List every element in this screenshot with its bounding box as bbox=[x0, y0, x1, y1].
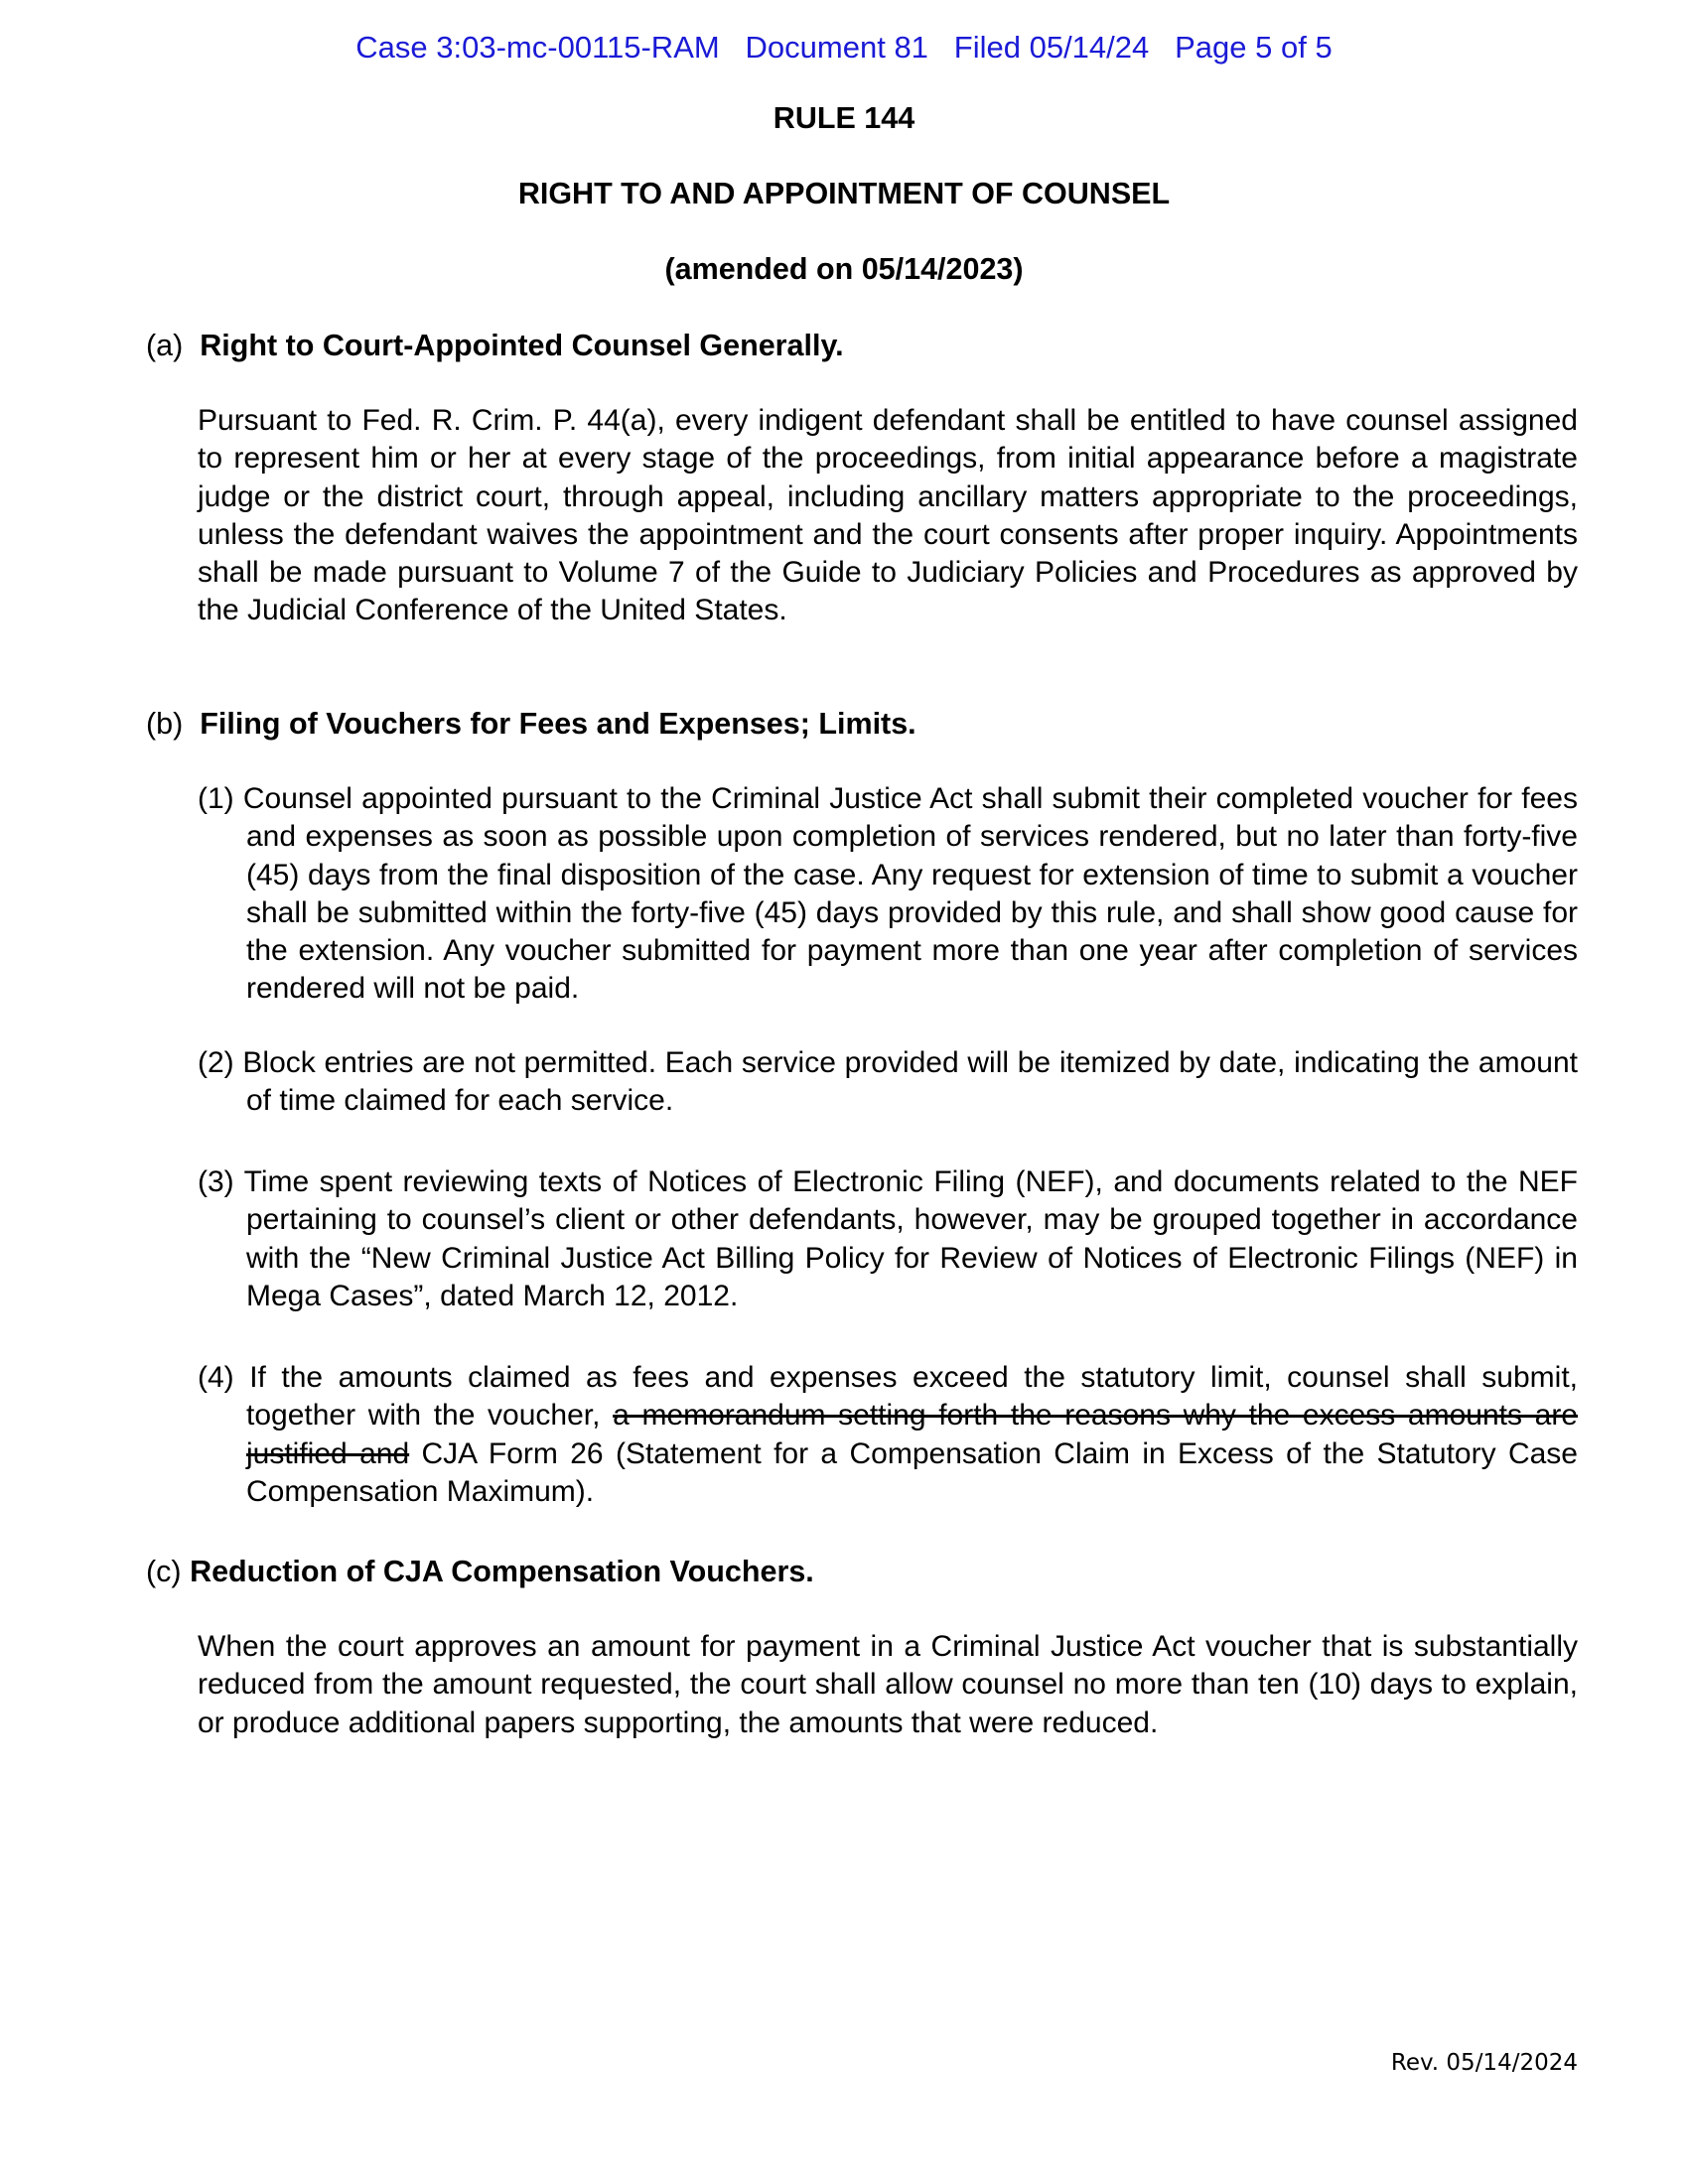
item-number: (1) bbox=[198, 782, 234, 815]
item-text-before: If the amounts claimed as fees and expenses exceed the statutory limit, counsel shall submit, together with the voucher, bbox=[246, 1361, 1578, 1433]
struck-text: a memorandum setting forth the reasons why the excess amounts are justified and bbox=[246, 1399, 1578, 1470]
item-text: Block entries are not permitted. Each service provided will be itemized by date, indicating the amount of time claimed for each service. bbox=[242, 1046, 1578, 1118]
section-c-heading bbox=[146, 1555, 814, 1589]
section-c-label: (c) bbox=[146, 1555, 182, 1588]
section-a-heading bbox=[146, 329, 844, 363]
section-b-title: Filing of Vouchers for Fees and Expenses; Limits. bbox=[200, 707, 916, 741]
section-c-text: When the court approves an amount for payment in a Criminal Justice Act voucher that is substantially reduced from the amount requested, the court shall allow counsel no more than ten (10) days to explain, or produce additional papers supporting, the amounts that were reduced. bbox=[198, 1630, 1578, 1739]
section-a-label: (a) bbox=[146, 329, 184, 362]
item-text-after: CJA Form 26 (Statement for a Compensation Claim in Excess of the Statutory Case Compensation Maximum). bbox=[246, 1436, 1578, 1508]
rule-number: RULE 144 bbox=[773, 101, 915, 135]
item-number: (4) bbox=[198, 1361, 234, 1394]
section-b-item-3 bbox=[198, 1163, 1578, 1315]
case-number: Case 3:03-mc-00115-RAM bbox=[355, 30, 720, 65]
section-b-label: (b) bbox=[146, 707, 184, 741]
page-indicator: Page 5 of 5 bbox=[1175, 30, 1333, 65]
section-a-title: Right to Court-Appointed Counsel Generally. bbox=[200, 329, 844, 362]
case-header bbox=[0, 30, 1688, 66]
section-b-heading bbox=[146, 707, 916, 742]
item-number: (3) bbox=[198, 1165, 234, 1198]
amended-date: (amended on 05/14/2023) bbox=[664, 252, 1024, 286]
filed-date: Filed 05/14/24 bbox=[953, 30, 1150, 65]
rule-title: RIGHT TO AND APPOINTMENT OF COUNSEL bbox=[517, 177, 1171, 210]
item-text: Time spent reviewing texts of Notices of Electronic Filing (NEF), and documents related to the NEF pertaining to counsel’s client or other defendants, however, may be grouped together in accordance with the “New Criminal Justice Act Billing Policy for Review of Notices of Electronic Filings (NEF) in Mega Cases”, dated March 12, 2012. bbox=[243, 1165, 1579, 1312]
section-a-text: Pursuant to Fed. R. Crim. P. 44(a), every indigent defendant shall be entitled to have counsel assigned to represent him or her at every stage of the proceedings, from initial appearance before a magistrate judge or the district court, through appeal, including ancillary matters appropriate to the proceedings, unless the defendant waives the appointment and the court consents after proper inquiry. Appointments shall be made pursuant to Volume 7 of the Guide to Judiciary Policies and Procedures as approved by the Judicial Conference of the United States. bbox=[198, 404, 1578, 627]
section-b-item-1 bbox=[198, 780, 1578, 1009]
section-c-title: Reduction of CJA Compensation Vouchers. bbox=[190, 1555, 814, 1588]
item-number: (2) bbox=[198, 1046, 234, 1079]
section-b-item-4 bbox=[198, 1359, 1578, 1511]
document-number: Document 81 bbox=[745, 30, 928, 65]
item-text: Counsel appointed pursuant to the Criminal Justice Act shall submit their completed voucher for fees and expenses as soon as possible upon completion of services rendered, but no later than forty-five (45) days from the final disposition of the case. Any request for extension of time to submit a voucher shall be submitted within the forty-five (45) days provided by this rule, and shall show good cause for the extension. Any voucher submitted for payment more than one year after completion of services rendered will not be paid. bbox=[242, 782, 1578, 1006]
revision-footer: Rev. 05/14/2024 bbox=[1390, 2050, 1578, 2076]
section-b-item-2 bbox=[198, 1044, 1578, 1121]
